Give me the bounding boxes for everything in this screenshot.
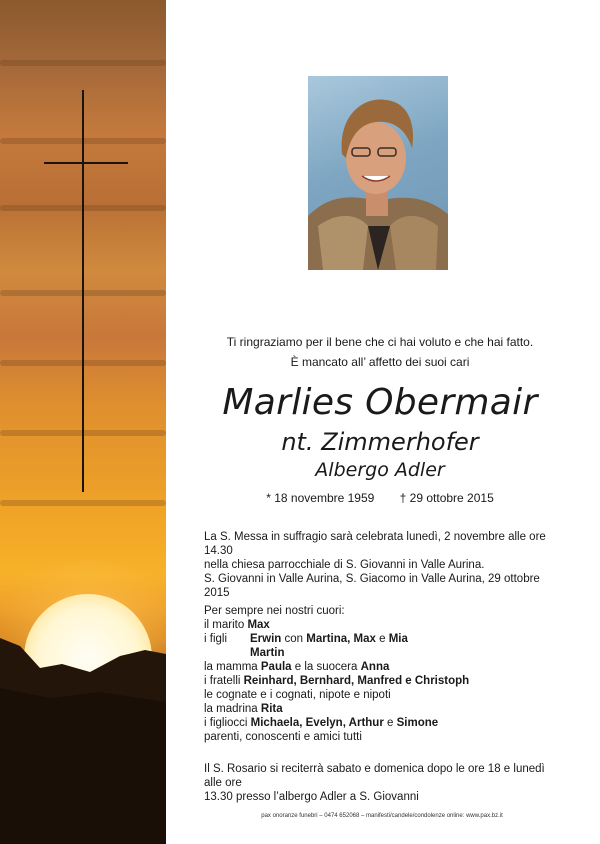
mass-line-1: La S. Messa in suffragio sarà celebrata lunedì, 2 novembre alle ore 14.30 xyxy=(204,531,546,557)
sunset-sidebar xyxy=(0,0,166,844)
footer-credit: pax onoranze funebri – 0474 652068 – manifesti/candele/condolenze online: www.pax.bz.it xyxy=(261,813,503,819)
mourners-list xyxy=(204,604,564,744)
death-date: † 29 ottobre 2015 xyxy=(399,491,494,505)
mourner-others: parenti, conoscenti e amici tutti xyxy=(204,731,362,743)
deceased-name: Marlies Obermair xyxy=(222,382,538,423)
place-date: S. Giovanni in Valle Aurina, S. Giacomo in Valle Aurina, 29 ottobre 2015 xyxy=(204,573,540,599)
cloud-band xyxy=(0,500,166,506)
mourner-in-laws: le cognate e i cognati, nipote e nipoti xyxy=(204,689,391,701)
rosary-info xyxy=(204,762,564,804)
intro-line-2: È mancato all’ affetto dei suoi cari xyxy=(290,355,470,369)
cross-icon xyxy=(82,90,84,492)
mourners-heading: Per sempre nei nostri cuori: xyxy=(204,605,345,617)
mountain-silhouette xyxy=(0,628,166,844)
mourner-godchildren: i figlioccі Michaela, Evelyn, Arthur e Simone xyxy=(204,717,439,729)
hotel-name: Albergo Adler xyxy=(315,459,445,481)
portrait-photo xyxy=(308,76,448,270)
mourner-godmother: la madrina Rita xyxy=(204,703,283,715)
mass-line-2: nella chiesa parrocchiale di S. Giovanni in Valle Aurina. xyxy=(204,559,485,571)
intro-line-1: Ti ringraziamo per il bene che ci hai voluto e che hai fatto. xyxy=(226,335,534,349)
rosary-line-1: Il S. Rosario si reciterrà sabato e domenica dopo le ore 18 e lunedì alle ore xyxy=(204,763,545,789)
life-dates xyxy=(200,491,560,505)
mourner-mother: la mamma Paula e la suocera Anna xyxy=(204,661,390,673)
birth-date: * 18 novembre 1959 xyxy=(266,491,375,505)
cross-icon-bar xyxy=(44,162,128,164)
mourner-husband: il marito Max xyxy=(204,619,270,631)
mass-info xyxy=(204,530,564,572)
mourner-siblings: i fratelli Reinhard, Bernhard, Manfred e Christoph xyxy=(204,675,470,687)
cloud-band xyxy=(0,60,166,66)
intro-text xyxy=(200,332,560,372)
mourner-child-2: Martin xyxy=(250,647,285,659)
maiden-name: nt. Zimmerhofer xyxy=(281,428,479,456)
rosary-line-2: 13.30 presso l’albergo Adler a S. Giovanni xyxy=(204,791,419,803)
mourner-children: i figli Erwin con Martina, Max e Mia xyxy=(204,633,408,645)
